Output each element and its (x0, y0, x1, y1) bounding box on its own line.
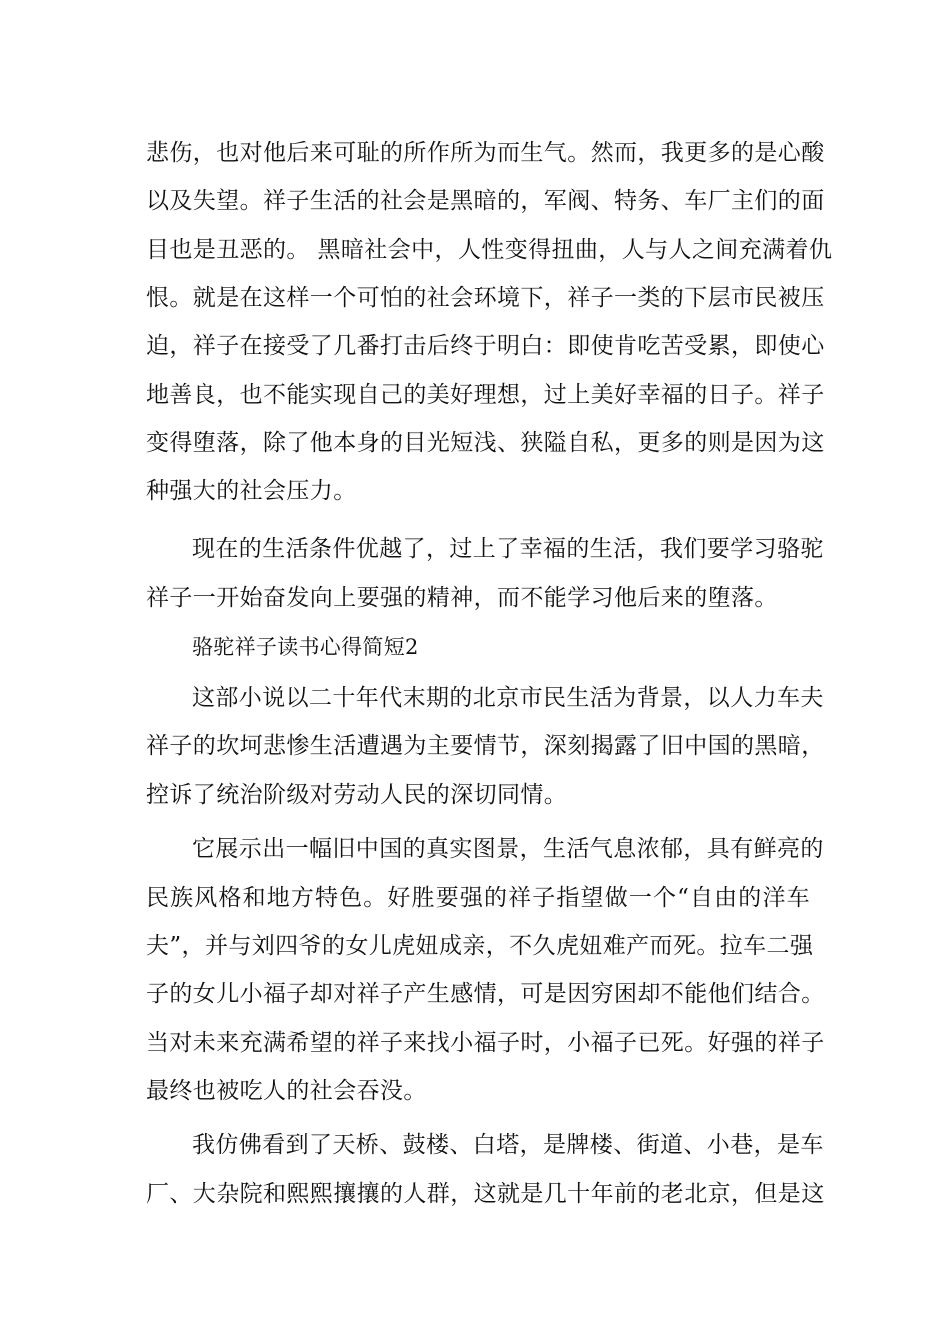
paragraph-line: 现在的生活条件优越了，过上了幸福的生活，我们要学习骆驼 (192, 536, 824, 562)
paragraph-line: 祥子一开始奋发向上要强的精神，而不能学习他后来的堕落。 (146, 585, 778, 611)
paragraph-line: 这部小说以二十年代末期的北京市民生活为背景，以人力车夫 (192, 685, 824, 711)
paragraph-line: 以及失望。祥子生活的社会是黑暗的，军阀、特务、车厂主们的面 (146, 188, 825, 214)
paragraph-line: 种强大的社会压力。 (146, 478, 357, 504)
paragraph-line: 祥子的坎坷悲惨生活遭遇为主要情节，深刻揭露了旧中国的黑暗， (146, 733, 825, 759)
paragraph-line: 恨。就是在这样一个可怕的社会环境下，祥子一类的下层市民被压 (146, 285, 825, 311)
paragraph-line: 最终也被吃人的社会吞没。 (146, 1078, 427, 1104)
paragraph-line: 迫，祥子在接受了几番打击后终于明白：即使肯吃苦受累，即使心 (146, 333, 825, 359)
paragraph-line: 厂、大杂院和熙熙攘攘的人群，这就是几十年前的老北京，但是这 (146, 1181, 825, 1207)
paragraph-line: 子的女儿小福子却对祥子产生感情，可是因穷困却不能他们结合。 (146, 981, 825, 1007)
paragraph-line: 变得堕落，除了他本身的目光短浅、狭隘自私，更多的则是因为这 (146, 430, 825, 456)
section-heading: 骆驼祥子读书心得简短2 (192, 635, 419, 659)
paragraph-line: 夫”，并与刘四爷的女儿虎妞成亲，不久虎妞难产而死。拉车二强 (146, 933, 814, 959)
paragraph-line: 当对未来充满希望的祥子来找小福子时，小福子已死。好强的祥子 (146, 1030, 825, 1056)
paragraph-line: 目也是丑恶的。 黑暗社会中，人性变得扭曲，人与人之间充满着仇 (146, 237, 833, 263)
paragraph-line: 悲伤，也对他后来可耻的所作所为而生气。然而，我更多的是心酸 (146, 140, 825, 166)
paragraph-line: 地善良，也不能实现自己的美好理想，过上美好幸福的日子。祥子 (146, 382, 825, 408)
paragraph-line: 控诉了统治阶级对劳动人民的深切同情。 (146, 782, 568, 808)
paragraph-line: 民族风格和地方特色。好胜要强的祥子指望做一个“自由的洋车 (146, 885, 810, 911)
paragraph-line: 它展示出一幅旧中国的真实图景，生活气息浓郁，具有鲜亮的 (192, 836, 824, 862)
paragraph-line: 我仿佛看到了天桥、鼓楼、白塔，是牌楼、街道、小巷，是车 (192, 1132, 824, 1158)
